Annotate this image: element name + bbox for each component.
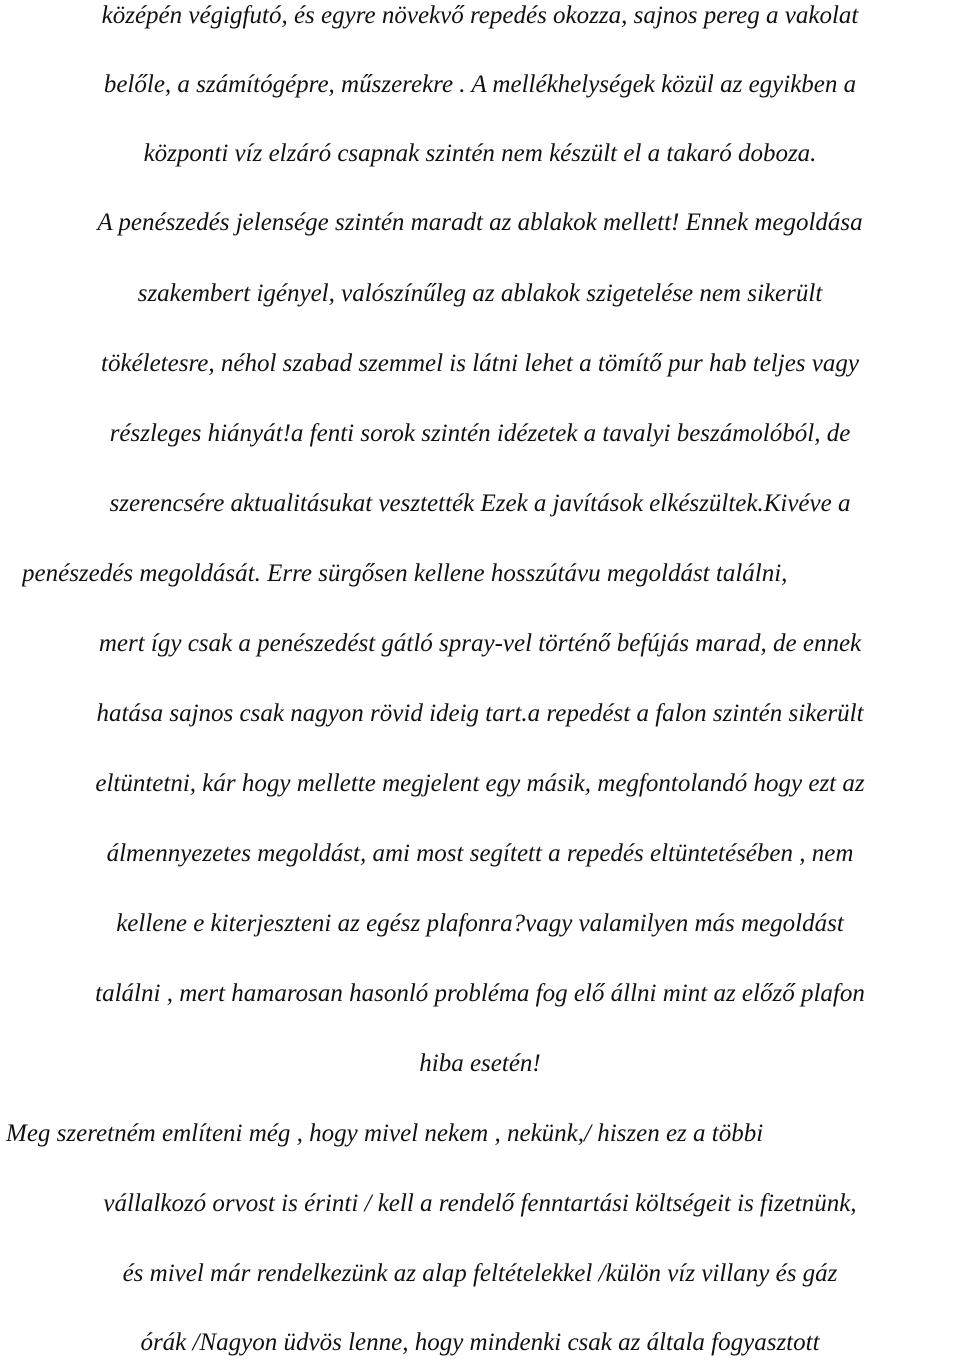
text-line: álmennyezetes megoldást, ami most segített a repedés eltüntetésében , nem xyxy=(106,840,854,867)
text-line: szakembert igényel, valószínűleg az ablakok szigetelése nem sikerült xyxy=(137,280,823,307)
text-line: hiba esetén! xyxy=(419,1050,541,1077)
text-line: hatása sajnos csak nagyon rövid ideig tart.a repedést a falon szintén sikerült xyxy=(96,700,864,727)
text-line: és mivel már rendelkezünk az alap feltételekkel /külön víz villany és gáz xyxy=(122,1260,838,1287)
text-line: tökéletesre, néhol szabad szemmel is látni lehet a tömítő pur hab teljes vagy xyxy=(101,350,859,377)
text-line: eltüntetni, kár hogy mellette megjelent egy másik, megfontolandó hogy ezt az xyxy=(95,770,865,797)
text-line: vállalkozó orvost is érinti / kell a rendelő fenntartási költségeit is fizetnünk, xyxy=(103,1190,857,1217)
text-line: penészedés megoldását. Erre sürgősen kellene hosszútávu megoldást találni, xyxy=(22,560,788,587)
text-line: Meg szeretném említeni még , hogy mivel nekem , nekünk,/ hiszen ez a többi xyxy=(6,1120,764,1147)
text-line: találni , mert hamarosan hasonló probléma fog elő állni mint az előző plafon xyxy=(95,980,865,1007)
text-line: belőle, a számítógépre, műszerekre . A mellékhelységek közül az egyikben a xyxy=(103,71,857,98)
text-line: részleges hiányát!a fenti sorok szintén idézetek a tavalyi beszámolóból, de xyxy=(109,420,851,447)
text-line: szerencsére aktualitásukat vesztették Ezek a javítások elkészültek.Kivéve a xyxy=(109,490,851,517)
text-line: kellene e kiterjeszteni az egész plafonra?vagy valamilyen más megoldást xyxy=(116,910,844,937)
text-line: órák /Nagyon üdvös lenne, hogy mindenki csak az általa fogyasztott xyxy=(140,1329,820,1356)
text-line: központi víz elzáró csapnak szintén nem készült el a takaró doboza. xyxy=(143,140,817,167)
text-line: középén végigfutó, és egyre növekvő repedés okozza, sajnos pereg a vakolat xyxy=(101,2,859,29)
text-line: A penészedés jelensége szintén maradt az ablakok mellett! Ennek megoldása xyxy=(97,209,863,236)
text-line: mert így csak a penészedést gátló spray-vel történő befújás marad, de ennek xyxy=(98,630,862,657)
